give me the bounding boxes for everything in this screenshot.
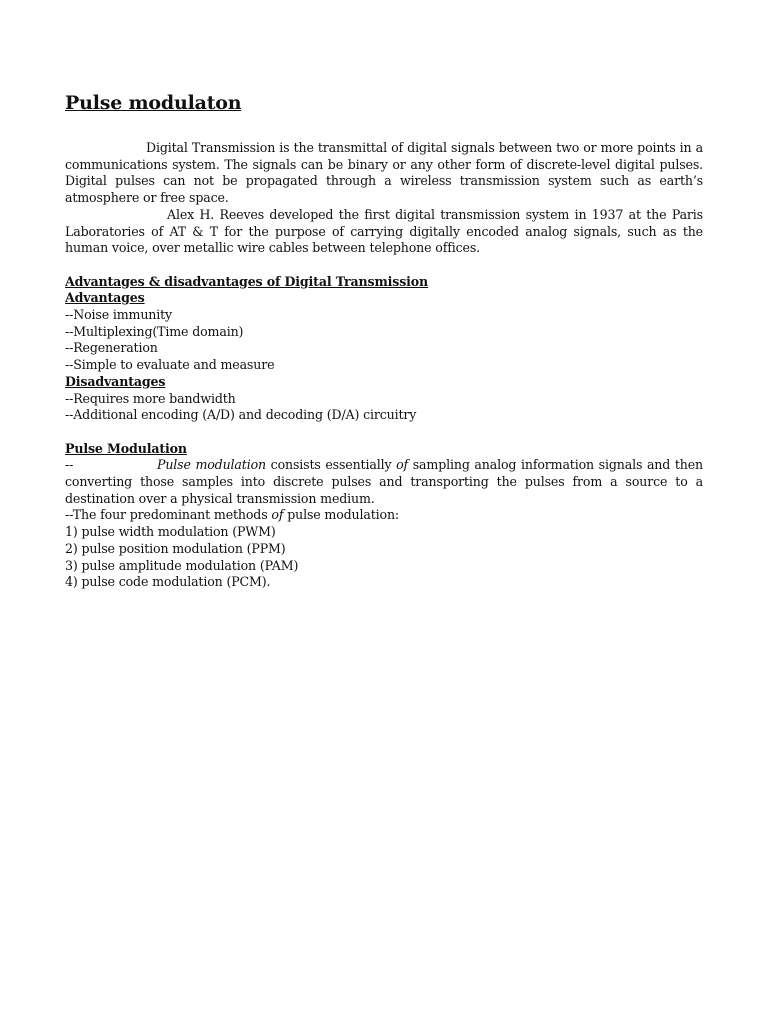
subheading-disadvantages: Disadvantages [65,373,166,389]
methods-intro-suffix: pulse modulation: [283,507,400,523]
list-item-disadvantage: --Additional encoding (A/D) and decoding (D/A) circuitry [65,407,417,423]
list-item-advantage: --Noise immunity [65,307,172,323]
document-page [65,88,703,591]
spacer [65,424,703,441]
pulse-modulation-definition [65,457,703,507]
definition-text-2: sampling analog information signals and then converting those samples into discrete pulses and transporting the pulses from a source to a destination over a physical transmission medium. [65,457,703,506]
list-item-method: 1) pulse width modulation (PWM) [65,524,276,540]
list-item-advantage: --Regeneration [65,340,158,356]
page-title: Pulse modulaton [65,92,242,114]
spacer [65,257,703,274]
section-heading-pulse-modulation: Pulse Modulation [65,440,187,456]
definition-italic-of: of [396,457,409,473]
methods-intro-italic-of: of [271,507,284,523]
definition-text-1: consists essentially [265,457,397,473]
list-item-method: 3) pulse amplitude modulation (PAM) [65,557,299,573]
intro-paragraph-2: Alex H. Reeves developed the first digital transmission system in 1937 at the Paris Laboratories of AT & T for the purpose of carrying digitally encoded analog signals, such as the human voice, over metallic wire cables between telephone offices. [65,206,703,256]
methods-intro [65,507,703,524]
list-item-method: 2) pulse position modulation (PPM) [65,540,286,556]
list-item-disadvantage: --Requires more bandwidth [65,390,236,406]
list-item-method: 4) pulse code modulation (PCM). [65,574,271,590]
intro-paragraph-1: Digital Transmission is the transmittal of digital signals between two or more points in a communications system. The signals can be binary or any other form of discrete-level digital pulses. Digital pulses can not be propagated through a wireless transmission system such as earth’s atmosphere or free space. [65,140,703,206]
definition-lead-dashes: -- [65,457,74,473]
section-heading-advantages-disadvantages: Advantages & disadvantages of Digital Transmission [65,273,429,289]
list-item-advantage: --Multiplexing(Time domain) [65,323,244,339]
subheading-advantages: Advantages [65,290,145,306]
methods-intro-prefix: --The four predominant methods [65,507,272,523]
definition-term: Pulse modulation [157,457,266,473]
list-item-advantage: --Simple to evaluate and measure [65,357,275,373]
